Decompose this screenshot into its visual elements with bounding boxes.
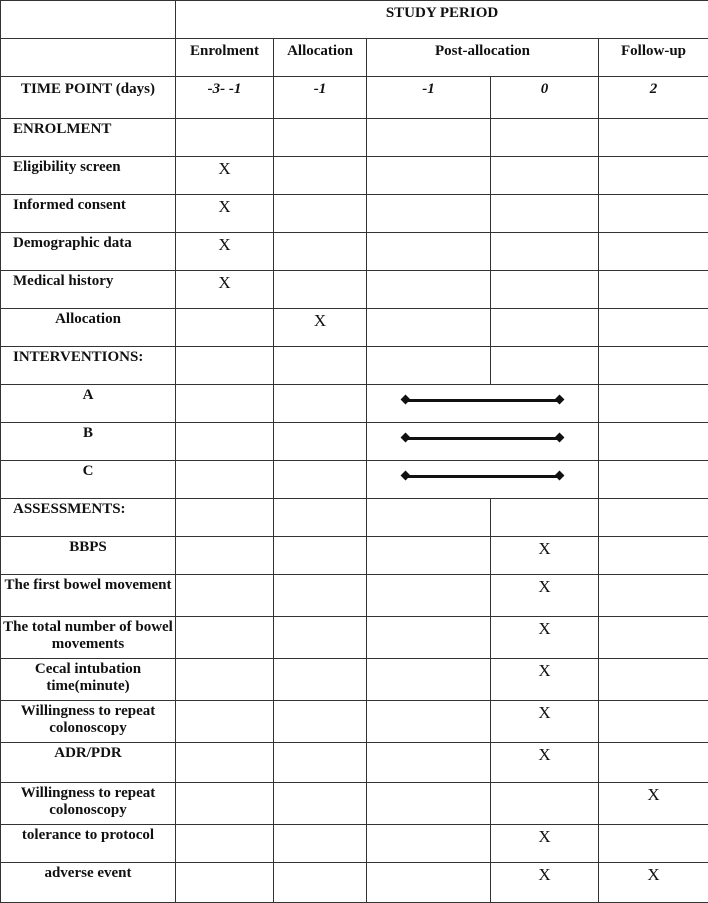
empty-cell [599,233,708,271]
empty-cell [599,423,708,461]
empty-cell [367,195,491,233]
empty-cell [274,825,367,863]
empty-cell [367,701,491,743]
empty-cell [274,461,367,499]
empty-cell [274,423,367,461]
empty-cell [176,825,274,863]
empty-cell [367,157,491,195]
row-label: Medical history [1,271,176,309]
x-mark-cell: X [491,825,599,863]
x-mark-cell: X [491,537,599,575]
empty-cell [367,617,491,659]
row-label: ASSESSMENTS: [1,499,176,537]
empty-cell [176,617,274,659]
intervention-span-cell [367,461,599,499]
empty-cell [176,119,274,157]
empty-cell [491,233,599,271]
table-row [1,385,708,423]
empty-cell [176,537,274,575]
study-period-header: STUDY PERIOD [176,1,708,39]
table-row [1,701,708,743]
empty-cell [274,783,367,825]
empty-cell [274,347,367,385]
empty-cell [176,783,274,825]
empty-cell [274,537,367,575]
table-row [1,271,708,309]
row-label: adverse event [1,863,176,903]
empty-cell [274,701,367,743]
empty-cell [491,499,599,537]
time-point-follow-up: 2 [599,77,708,119]
time-point-post-1: -1 [367,77,491,119]
empty-cell [491,783,599,825]
intervention-span-cell [367,385,599,423]
table-row [1,423,708,461]
table-row [1,233,708,271]
phase-enrolment: Enrolment [176,39,274,77]
empty-cell [367,499,491,537]
row-label: Informed consent [1,195,176,233]
row-label: The first bowel movement [1,575,176,617]
header-row-time-points [1,77,708,119]
empty-cell [491,347,599,385]
row-label: Eligibility screen [1,157,176,195]
empty-cell [367,825,491,863]
row-label: C [1,461,176,499]
row-label: tolerance to protocol [1,825,176,863]
table-row [1,575,708,617]
phase-follow-up: Follow-up [599,39,708,77]
empty-cell [491,119,599,157]
empty-cell [176,423,274,461]
empty-cell [367,783,491,825]
x-mark-cell: X [491,617,599,659]
intervention-duration-bar [405,399,560,402]
empty-cell [599,825,708,863]
empty-cell [367,347,491,385]
phase-corner-cell [1,39,176,77]
time-point-enrolment: -3- -1 [176,77,274,119]
table-row [1,499,708,537]
row-label: Willingness to repeat colonoscopy [1,783,176,825]
time-point-allocation: -1 [274,77,367,119]
empty-cell [599,743,708,783]
table-row [1,617,708,659]
row-label: BBPS [1,537,176,575]
table-row [1,347,708,385]
x-mark-cell: X [491,863,599,903]
empty-cell [176,309,274,347]
empty-cell [367,233,491,271]
x-mark-cell: X [176,195,274,233]
empty-cell [599,537,708,575]
x-mark-cell: X [176,157,274,195]
empty-cell [176,701,274,743]
x-mark-cell: X [176,233,274,271]
empty-cell [367,743,491,783]
empty-cell [274,271,367,309]
table-row [1,195,708,233]
table-row [1,659,708,701]
header-row-phases [1,39,708,77]
header-row-study-period [1,1,708,39]
table-row [1,783,708,825]
empty-cell [491,309,599,347]
intervention-duration-bar [405,437,560,440]
table-row [1,119,708,157]
intervention-span-cell [367,423,599,461]
empty-cell [367,119,491,157]
row-label: INTERVENTIONS: [1,347,176,385]
table-row [1,157,708,195]
row-label: Cecal intubation time(minute) [1,659,176,701]
empty-cell [367,537,491,575]
row-label: Demographic data [1,233,176,271]
phase-post-allocation: Post-allocation [367,39,599,77]
empty-cell [176,743,274,783]
empty-cell [274,157,367,195]
empty-cell [599,701,708,743]
empty-cell [599,309,708,347]
empty-cell [274,743,367,783]
table-row [1,825,708,863]
empty-cell [599,385,708,423]
empty-cell [274,575,367,617]
x-mark-cell: X [491,575,599,617]
table-row [1,309,708,347]
empty-cell [599,499,708,537]
x-mark-cell: X [176,271,274,309]
empty-cell [274,617,367,659]
time-point-post-2: 0 [491,77,599,119]
row-label: ADR/PDR [1,743,176,783]
table-row [1,743,708,783]
table-row [1,461,708,499]
empty-cell [176,575,274,617]
table-row [1,537,708,575]
empty-cell [599,617,708,659]
empty-cell [599,157,708,195]
empty-cell [176,659,274,701]
empty-cell [367,309,491,347]
empty-cell [367,659,491,701]
empty-cell [599,119,708,157]
empty-cell [599,195,708,233]
intervention-duration-bar [405,475,560,478]
empty-cell [274,195,367,233]
empty-cell [491,271,599,309]
empty-cell [599,347,708,385]
row-label: A [1,385,176,423]
empty-cell [274,119,367,157]
x-mark-cell: X [599,783,708,825]
row-label: Willingness to repeat colonoscopy [1,701,176,743]
corner-cell [1,1,176,39]
empty-cell [274,233,367,271]
empty-cell [491,157,599,195]
empty-cell [274,499,367,537]
x-mark-cell: X [274,309,367,347]
phase-allocation: Allocation [274,39,367,77]
empty-cell [367,271,491,309]
row-label: ENROLMENT [1,119,176,157]
empty-cell [491,195,599,233]
empty-cell [176,347,274,385]
empty-cell [599,461,708,499]
x-mark-cell: X [599,863,708,903]
empty-cell [274,385,367,423]
row-label: The total number of bowel movements [1,617,176,659]
empty-cell [176,499,274,537]
empty-cell [599,271,708,309]
row-label: Allocation [1,309,176,347]
empty-cell [599,575,708,617]
empty-cell [599,659,708,701]
empty-cell [176,385,274,423]
time-point-label: TIME POINT (days) [1,77,176,119]
empty-cell [176,461,274,499]
empty-cell [274,659,367,701]
x-mark-cell: X [491,659,599,701]
row-label: B [1,423,176,461]
x-mark-cell: X [491,743,599,783]
empty-cell [367,575,491,617]
x-mark-cell: X [491,701,599,743]
